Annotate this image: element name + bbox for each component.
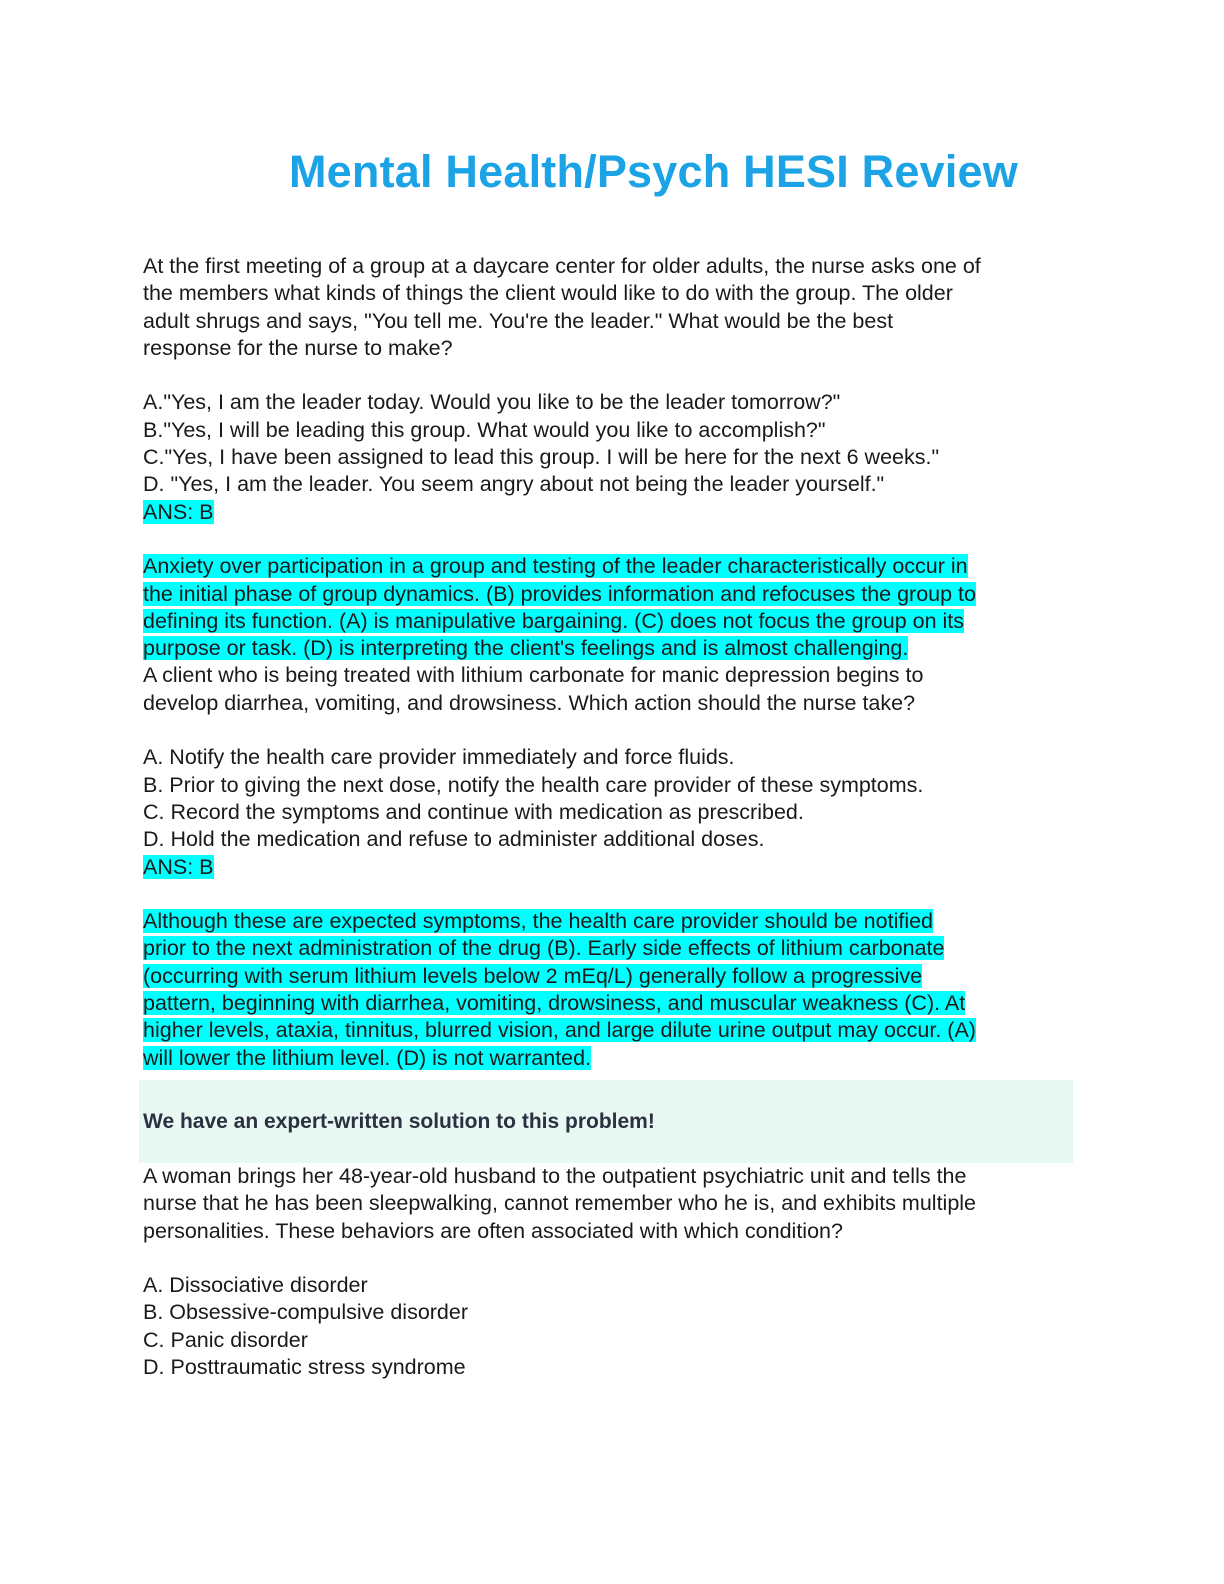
text-line: adult shrugs and says, "You tell me. You're the leader." What would be the best (143, 308, 894, 333)
rationale-line: Anxiety over participation in a group and testing of the leader characteristically occur in (143, 554, 968, 579)
answer-option: D. Posttraumatic stress syndrome (143, 1354, 466, 1379)
text-line: A woman brings her 48-year-old husband to the outpatient psychiatric unit and tells the (143, 1163, 967, 1188)
rationale-line: the initial phase of group dynamics. (B) provides information and refocuses the group to (143, 581, 976, 606)
answer-option: C. Panic disorder (143, 1327, 308, 1352)
text-line: personalities. These behaviors are often associated with which condition? (143, 1218, 843, 1243)
text-line: At the first meeting of a group at a daycare center for older adults, the nurse asks one of (143, 254, 981, 278)
answer-option: D. "Yes, I am the leader. You seem angry about not being the leader yourself." (143, 472, 885, 497)
question-1-rationale (143, 553, 1083, 662)
rationale-line: prior to the next administration of the drug (B). Early side effects of lithium carbonate (143, 936, 945, 961)
answer-option: B. Obsessive-compulsive disorder (143, 1300, 469, 1325)
question-2-rationale (143, 908, 1083, 1072)
text-line: develop diarrhea, vomiting, and drowsiness. Which action should the nurse take? (143, 690, 916, 715)
page-title: Mental Health/Psych HESI Review (289, 146, 1018, 197)
rationale-line: defining its function. (A) is manipulative bargaining. (C) does not focus the group on its (143, 608, 965, 633)
answer-option: D. Hold the medication and refuse to administer additional doses. (143, 827, 765, 852)
answer-option: A."Yes, I am the leader today. Would you like to be the leader tomorrow?" (143, 390, 841, 415)
question-3-text (143, 1163, 1083, 1245)
text-line: A client who is being treated with lithium carbonate for manic depression begins to (143, 663, 924, 688)
text-line: response for the nurse to make? (143, 335, 453, 360)
question-2-text (143, 662, 1083, 717)
answer-option: C."Yes, I have been assigned to lead this group. I will be here for the next 6 weeks." (143, 445, 940, 470)
answer-option: A. Dissociative disorder (143, 1273, 368, 1298)
answer-option: B. Prior to giving the next dose, notify the health care provider of these symptoms. (143, 772, 924, 797)
rationale-line: purpose or task. (D) is interpreting the client's feelings and is almost challenging. (143, 636, 909, 661)
answer-option: C. Record the symptoms and continue with medication as prescribed. (143, 799, 804, 824)
rationale-line: higher levels, ataxia, tinnitus, blurred vision, and large dilute urine output may occur. (A) (143, 1018, 976, 1043)
document-body (143, 253, 1083, 1381)
answer-key: ANS: B (143, 499, 214, 524)
answer-option: A. Notify the health care provider immediately and force fluids. (143, 745, 735, 770)
rationale-line: (occurring with serum lithium levels below 2 mEq/L) generally follow a progressive (143, 963, 923, 988)
question-3-options (143, 1272, 1083, 1381)
question-1-options (143, 389, 1083, 525)
text-line: the members what kinds of things the client would like to do with the group. The older (143, 281, 953, 306)
answer-key: ANS: B (143, 854, 214, 879)
rationale-line: Although these are expected symptoms, the health care provider should be notified (143, 909, 934, 934)
question-1-text (143, 253, 1083, 362)
rationale-line: will lower the lithium level. (D) is not warranted. (143, 1045, 592, 1070)
expert-solution-text: We have an expert-written solution to this problem! (143, 1109, 655, 1133)
text-line: nurse that he has been sleepwalking, cannot remember who he is, and exhibits multiple (143, 1191, 977, 1216)
rationale-line: pattern, beginning with diarrhea, vomiting, drowsiness, and muscular weakness (C). At (143, 991, 966, 1016)
expert-solution-banner[interactable] (139, 1080, 1073, 1163)
answer-option: B."Yes, I will be leading this group. What would you like to accomplish?" (143, 417, 826, 442)
question-2-options (143, 744, 1083, 880)
